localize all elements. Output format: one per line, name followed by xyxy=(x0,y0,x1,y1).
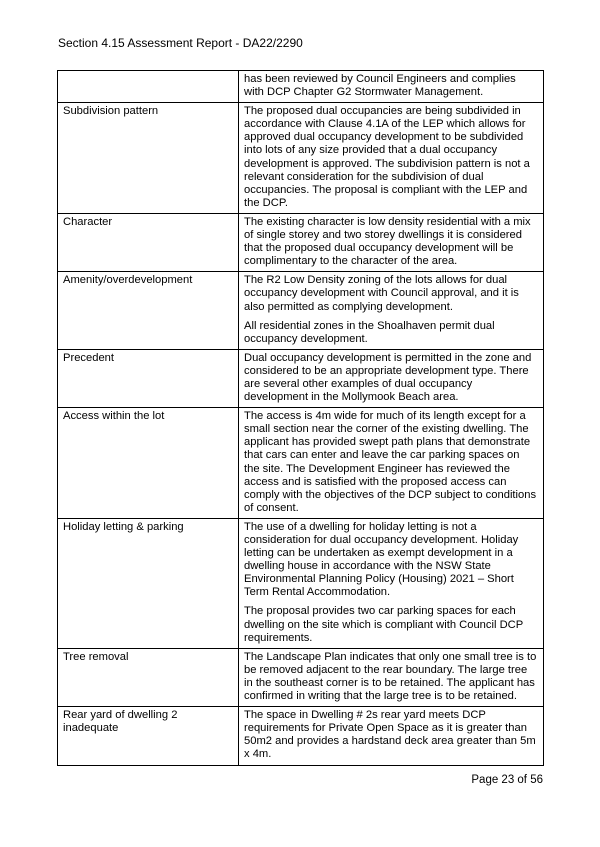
page-number: Page 23 of 56 xyxy=(471,774,543,786)
table-row xyxy=(58,71,544,103)
row-label: Access within the lot xyxy=(58,408,239,519)
row-content xyxy=(239,71,544,103)
table-row xyxy=(58,518,544,648)
row-paragraph: The R2 Low Density zoning of the lots allows for dual occupancy development with Council approval, and it is also permitted as complying development. xyxy=(244,274,519,313)
assessment-table xyxy=(57,70,544,766)
report-header: Section 4.15 Assessment Report - DA22/2290 xyxy=(58,36,303,50)
row-paragraph: The proposed dual occupancies are being subdivided in accordance with Clause 4.1A of the LEP which allows for approved dual occupancy development to be subdivided into lots of any size provided that a dual occupancy development is approved. The subdivision pattern is not a relevant consideration for the subdivision of dual occupancies. The proposal is compliant with the LEP and the DCP. xyxy=(244,105,530,209)
row-label: Holiday letting & parking xyxy=(58,518,239,648)
table-row xyxy=(58,349,544,407)
row-paragraph: The existing character is low density residential with a mix of single storey and two storey dwellings it is considered that the proposed dual occupancy development will be complimentary to the character of the area. xyxy=(244,215,531,268)
row-content xyxy=(239,648,544,706)
table-row xyxy=(58,103,544,214)
row-content xyxy=(239,349,544,407)
row-label xyxy=(58,71,239,103)
row-label: Amenity/overdevelopment xyxy=(58,272,239,349)
row-label: Character xyxy=(58,213,239,271)
row-paragraph: All residential zones in the Shoalhaven permit dual occupancy development. xyxy=(244,319,495,345)
row-paragraph: Dual occupancy development is permitted in the zone and considered to be an appropriate development type. There are several other examples of dual occupancy development in the Mollymook Beach area. xyxy=(244,351,532,404)
row-content xyxy=(239,103,544,214)
row-content xyxy=(239,213,544,271)
row-label: Tree removal xyxy=(58,648,239,706)
table-row xyxy=(58,408,544,519)
row-label: Precedent xyxy=(58,349,239,407)
row-label: Rear yard of dwelling 2 inadequate xyxy=(58,707,239,765)
row-content xyxy=(239,518,544,648)
table-row xyxy=(58,707,544,765)
row-paragraph: has been reviewed by Council Engineers and complies with DCP Chapter G2 Stormwater Management. xyxy=(244,73,516,99)
table-row xyxy=(58,213,544,271)
table-row xyxy=(58,272,544,349)
row-content xyxy=(239,408,544,519)
row-paragraph: The use of a dwelling for holiday letting is not a consideration for dual occupancy development. Holiday letting can be undertaken as exempt development in a dwelling house in accordance with the NSW State Environmental Planning Policy (Housing) 2021 – Short Term Rental Accommodation. xyxy=(244,520,519,599)
row-paragraph: The Landscape Plan indicates that only one small tree is to be removed adjacent to the rear boundary. The large tree in the southeast corner is to be retained. The applicant has confirmed in writing that the large tree is to be retained. xyxy=(244,650,537,703)
row-paragraph: The space in Dwelling # 2s rear yard meets DCP requirements for Private Open Space as it is greater than 50m2 and provides a hardstand deck area greater than 5m x 4m. xyxy=(244,709,536,761)
table-row xyxy=(58,648,544,706)
row-content xyxy=(239,707,544,765)
row-content xyxy=(239,272,544,349)
row-paragraph: The proposal provides two car parking spaces for each dwelling on the site which is compliant with Council DCP requirements. xyxy=(244,605,523,644)
row-paragraph: The access is 4m wide for much of its length except for a small section near the corner of the existing dwelling. The applicant has provided swept path plans that demonstrate that cars can enter and leave the car parking spaces on the site. The Development Engineer has reviewed the access and is satisfied with the proposed access can comply with the objectives of the DCP subject to conditions of consent. xyxy=(244,410,537,514)
row-label: Subdivision pattern xyxy=(58,103,239,214)
